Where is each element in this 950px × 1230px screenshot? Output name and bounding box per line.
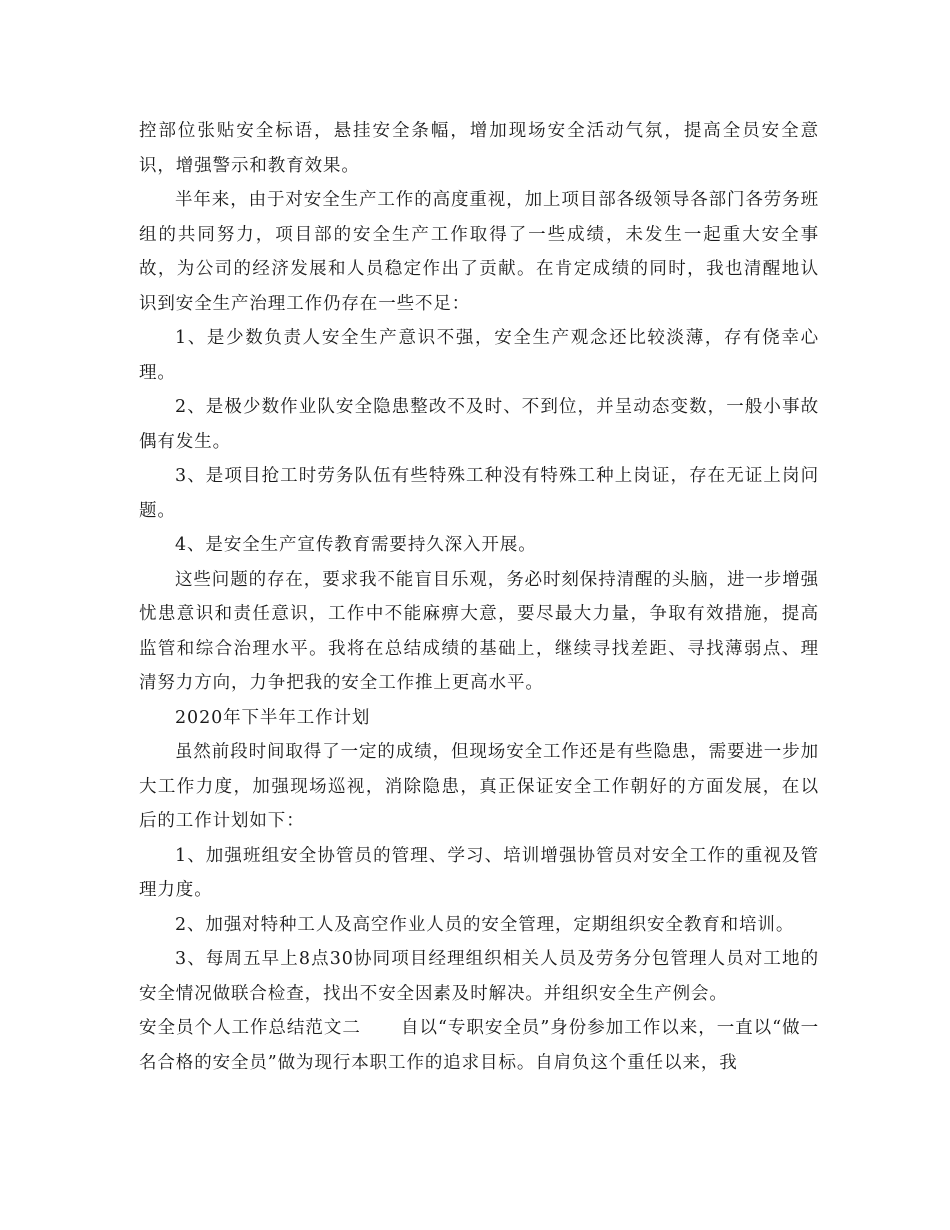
list-item-shortcoming-2: 2、是极少数作业队安全隐患整改不及时、不到位，并呈动态变数，一般小事故偶有发生。 [139, 397, 819, 452]
list-item-shortcoming-4: 4、是安全生产宣传教育需要持久深入开展。 [175, 535, 537, 555]
paragraph-problem-response: 这些问题的存在，要求我不能盲目乐观，务必时刻保持清醒的头脑，进一步增强忧患意识和责任意识，工作中不能麻痹大意，要尽最大力量，争取有效措施，提高监管和综合治理水平。我将在总结成绩的基础上，继续寻找差距、寻找薄弱点、理清努力方向，力争把我的安全工作推上更高水平。 [139, 569, 819, 693]
list-item-plan-2: 2、加强对特种工人及高空作业人员的安全管理，定期组织安全教育和培训。 [175, 914, 795, 935]
list-item-plan-1: 1、加强班组安全协管员的管理、学习、培训增强协管员对安全工作的重视及管理力度。 [139, 845, 819, 900]
paragraph-plan-intro: 虽然前段时间取得了一定的成绩，但现场安全工作还是有些隐患，需要进一步加大工作力度，加强现场巡视，消除隐患，真正保证安全工作朝好的方面发展，在以后的工作计划如下： [139, 742, 819, 831]
section-title-work-plan: 2020年下半年工作计划 [175, 707, 371, 728]
list-item-shortcoming-3: 3、是项目抢工时劳务队伍有些特殊工种没有特殊工种上岗证，存在无证上岗问题。 [139, 466, 819, 521]
document-body [139, 114, 819, 1080]
paragraph-sample-two [139, 1011, 819, 1080]
list-item-plan-3: 3、每周五早上8点30协同项目经理组织相关人员及劳务分包管理人员对工地的安全情况做联合检查，找出不安全因素及时解决。并组织安全生产例会。 [139, 949, 819, 1004]
paragraph-half-year-summary: 半年来，由于对安全生产工作的高度重视，加上项目部各级领导各部门各劳务班组的共同努力，项目部的安全生产工作取得了一些成绩，未发生一起重大安全事故，为公司的经济发展和人员稳定作出了贡献。在肯定成绩的同时，我也清醒地认识到安全生产治理工作仍存在一些不足： [139, 190, 819, 314]
sample-two-body: 自以“专职安全员”身份参加工作以来，一直以“做一名合格的安全员”做为现行本职工作的追求目标。自肩负这个重任以来，我 [139, 1018, 819, 1073]
sample-two-heading: 安全员个人工作总结范文二 [139, 1018, 361, 1038]
paragraph-continuation: 控部位张贴安全标语，悬挂安全条幅，增加现场安全活动气氛，提高全员安全意识，增强警示和教育效果。 [139, 121, 819, 176]
list-item-shortcoming-1: 1、是少数负责人安全生产意识不强，安全生产观念还比较淡薄，存有侥幸心理。 [139, 328, 819, 383]
